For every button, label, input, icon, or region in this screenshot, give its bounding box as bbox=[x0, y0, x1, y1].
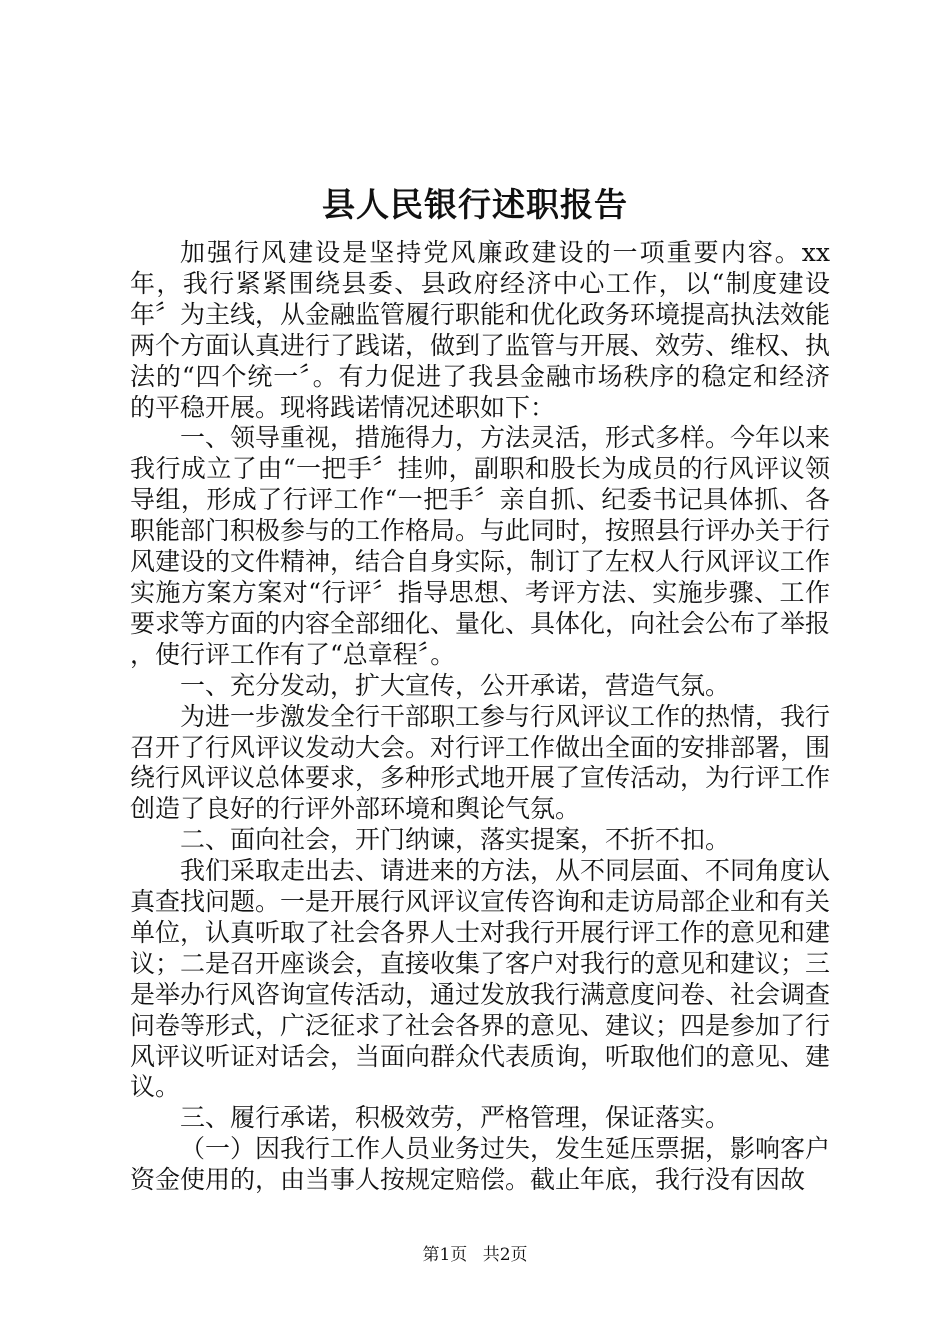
paragraph-society: 我们采取走出去、请进来的方法，从不同层面、不同角度认真查找问题。一是开展行风评议宣传咨询和走访局部企业和有关单位，认真听取了社会各界人士对我行开展行评工作的意见和建议；二是召开座谈会，直接收集了客户对我行的意见和建议；三是举办行风咨询宣传活动，通过发放我行满意度问卷、社会调查问卷等形式，广泛征求了社会各界的意见、建议；四是参加了行风评议听证对话会，当面向群众代表质询，听取他们的意见、建议。 bbox=[130, 856, 831, 1102]
paragraph-publicity: 为进一步激发全行干部职工参与行风评议工作的热情，我行召开了行风评议发动大会。对行评工作做出全面的安排部署，围绕行风评议总体要求，多种形式地开展了宣传活动，为行评工作创造了良好的行评外部环境和舆论气氛。 bbox=[130, 701, 831, 824]
heading-publicity: 一、充分发动，扩大宣传，公开承诺，营造气氛。 bbox=[180, 670, 731, 700]
heading-commitment: 三、履行承诺，积极效劳，严格管理，保证落实。 bbox=[180, 1103, 731, 1133]
document-body bbox=[130, 238, 881, 1196]
document-title: 县人民银行述职报告 bbox=[322, 185, 628, 224]
paragraph-commitment: （一）因我行工作人员业务过失，发生延压票据，影响客户资金使用的，由当事人按规定赔偿。截止年底，我行没有因故 bbox=[130, 1134, 831, 1195]
page-footer bbox=[0, 1243, 950, 1267]
paragraph-section-1: 一、领导重视，措施得力，方法灵活，形式多样。今年以来我行成立了由“一把手〞挂帅，副职和股长为成员的行风评议领导组，形成了行评工作“一把手〞亲自抓、纪委书记具体抓、各职能部门积极参与的工作格局。与此同时，按照县行评办关于行风建设的文件精神，结合自身实际，制订了左权人行风评议工作实施方案方案对“行评〞指导思想、考评方法、实施步骤、工作要求等方面的内容全部细化、量化、具体化，向社会公布了举报 ，使行评工作有了“总章程〞。 bbox=[130, 423, 881, 669]
page-total: 共2页 bbox=[482, 1245, 528, 1265]
page-number: 第1页 bbox=[422, 1245, 468, 1265]
paragraph-intro: 加强行风建设是坚持党风廉政建设的一项重要内容。xx年，我行紧紧围绕县委、县政府经济中心工作，以“制度建设年〞为主线，从金融监管履行职能和优化政务环境提高执法效能两个方面认真进行了践诺，做到了监管与开展、效劳、维权、执法的“四个统一〞。有力促进了我县金融市场秩序的稳定和经济的平稳开展。现将践诺情况述职如下： bbox=[130, 238, 831, 422]
heading-society: 二、面向社会，开门纳谏，落实提案，不折不扣。 bbox=[180, 825, 731, 855]
